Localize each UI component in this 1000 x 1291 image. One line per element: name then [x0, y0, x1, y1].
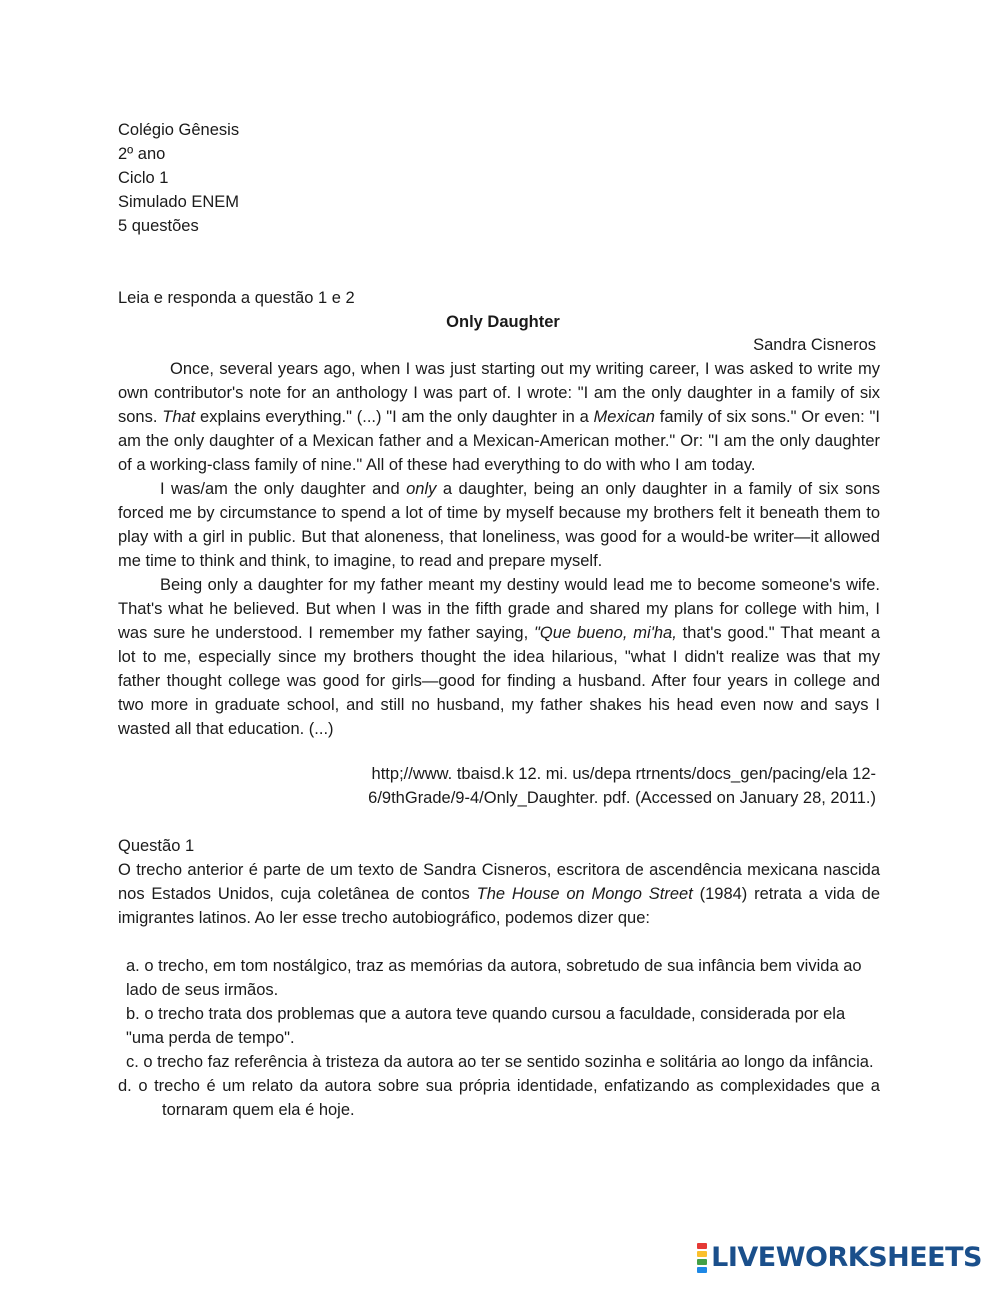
p2-text-c: a daughter, being an only daughter in a family of six sons forced me by circumstance to spend a lot of time by myself because my brothers felt it beneath them to play with a girl in public. But that aloneness, that loneliness, was good for a would-be writer—it allowed me time to think and think, to imagine, to read and prepare myself. — [118, 480, 880, 570]
option-b[interactable]: b. o trecho trata dos problemas que a autora teve quando cursou a faculdade, considerada por ela "uma perda de tempo". — [126, 1005, 846, 1047]
p1-italic-mexican: Mexican — [593, 408, 655, 426]
book-title: The House on Mongo Street — [476, 885, 693, 903]
p1-text-c: explains everything." (...) "I am the only daughter in a — [195, 408, 594, 426]
logo-mark-i — [697, 1251, 707, 1257]
question-1-prompt — [118, 858, 880, 930]
question-prompt-a: O trecho anterior é parte de um texto de Sandra Cisneros, escritora de ascendência mexicana nascida nos Estados Unidos, cuja coletânea de contos — [118, 861, 880, 903]
header-block — [118, 118, 239, 238]
article-body — [118, 357, 880, 741]
grade-label: 2º ano — [118, 145, 166, 163]
paragraph-2 — [118, 477, 880, 573]
logo-mark-icon — [697, 1243, 707, 1273]
option-a[interactable]: a. o trecho, em tom nostálgico, traz as memórias da autora, sobretudo de sua infância bem vivida ao lado de seus irmãos. — [126, 957, 862, 999]
questions-count: 5 questões — [118, 217, 199, 235]
article-title: Only Daughter — [446, 313, 560, 331]
option-c[interactable]: c. o trecho faz referência à tristeza da autora ao ter se sentido sozinha e solitária ao longo da infância. — [126, 1053, 874, 1071]
p2-text-a: I was/am the only daughter and — [160, 480, 407, 498]
source-line-1: http;//www. tbaisd.k 12. mi. us/depa rtrnents/docs_gen/pacing/ela 12- — [371, 765, 876, 783]
question-1-options — [118, 954, 880, 1122]
cycle-label: Ciclo 1 — [118, 169, 169, 187]
p3-italic-quote: "Que bueno, mi'ha, — [534, 624, 677, 642]
p3-text-a: Being only a daughter for my father meant my destiny would lead me to become someone's wife. That's what he believed. But when I was in the fifth grade and shared my plans for college with him, I was sure he understood. I remember my father saying, — [118, 576, 880, 642]
logo-mark-l — [697, 1243, 707, 1249]
question-prompt-b: (1984) retrata a vida de imigrantes latinos. Ao ler esse trecho autobiográfico, podemos dizer que: — [118, 885, 881, 927]
logo-mark-v — [697, 1259, 707, 1265]
p1-italic-that: That — [162, 408, 196, 426]
p3-text-c: that's good." That meant a lot to me, especially since my brothers thought the idea hilarious, "what I didn't realize was that my father thought college was good for girls—good for finding a husband. After four years in college and two more in graduate school, and still no husband, my father shakes his head even now and says I wasted all that education. (...) — [118, 624, 881, 738]
paragraph-3 — [118, 573, 880, 741]
reading-instruction: Leia e responda a questão 1 e 2 — [118, 289, 355, 307]
article-author: Sandra Cisneros — [753, 336, 876, 354]
liveworksheets-logo — [697, 1242, 982, 1273]
p2-italic-only: only — [406, 480, 437, 498]
paragraph-1 — [118, 357, 880, 477]
exam-label: Simulado ENEM — [118, 193, 240, 211]
logo-text: LIVEWORKSHEETS — [711, 1242, 982, 1273]
p1-text-a: Once, several years ago, when I was just starting out my writing career, I was asked to write my own contributor's note for an anthology I was part of. I wrote: "I am the only daughter in a family of six sons. — [118, 360, 880, 426]
option-d[interactable]: d. o trecho é um relato da autora sobre sua própria identidade, enfatizando as complexidades que a tornaram quem ela é hoje. — [118, 1077, 880, 1119]
article-source — [296, 762, 876, 810]
source-line-2: 6/9thGrade/9-4/Only_Daughter. pdf. (Accessed on January 28, 2011.) — [368, 789, 876, 807]
logo-mark-e — [697, 1267, 707, 1273]
school-name: Colégio Gênesis — [118, 121, 240, 139]
p1-text-e: family of six sons." Or even: "I am the only daughter of a Mexican father and a Mexican-American mother." Or: "I am the only daughter of a working-class family of nine." All of these had everything to do with who I am today. — [118, 408, 880, 474]
question-1-label: Questão 1 — [118, 837, 195, 855]
